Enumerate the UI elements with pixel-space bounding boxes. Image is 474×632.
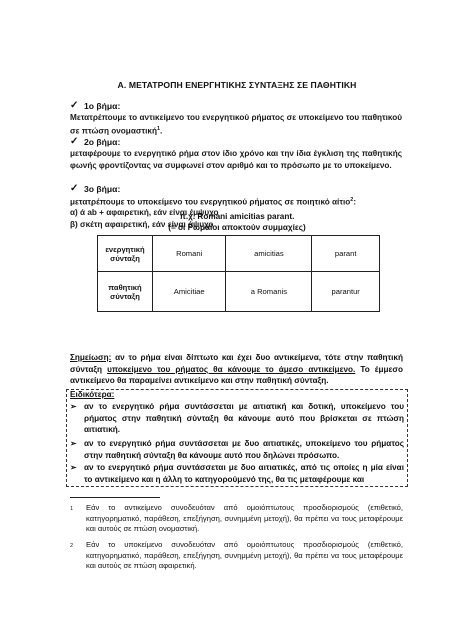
table-row <box>98 236 380 272</box>
step-3-option-b: β) σκέτη αφαιρετική, εάν είναι άψυχο <box>70 220 214 229</box>
list-item-text: αν το ενεργητικό ρήμα συντάσσεται με δυο αιτιατικές, υποκείμενο του ρήματος στην παθητική σύνταξη θα κάνουμε αυτό που δηλώνει πρόσωπο. <box>84 439 404 460</box>
step-1-text <box>70 112 402 137</box>
step-3-label: 3ο βήμα: <box>84 183 121 194</box>
example-translation: (= οι Ρωμαίοι αποκτούν συμμαχίες) <box>168 223 306 232</box>
note-text-1: αν το ρήμα είναι δίπτωτο και έχει δυο αντικείμενα, τότε στην παθητική σύνταξη <box>70 353 403 374</box>
footnote-2 <box>70 540 403 572</box>
footnote-number: 1 <box>70 506 74 512</box>
table-cell: Romani <box>153 236 226 272</box>
table-cell: parant <box>312 236 380 272</box>
note-paragraph <box>70 352 403 387</box>
step-2-label: 2ο βήμα: <box>84 136 121 147</box>
arrow-bullet-icon: ➢ <box>70 402 77 411</box>
period: . <box>160 126 163 136</box>
row-header-active: ενεργητική σύνταξη <box>98 236 153 272</box>
page-title: Α. ΜΕΤΑΤΡΟΠΗ ΕΝΕΡΓΗΤΙΚΗΣ ΣΥΝΤΑΞΗΣ ΣΕ ΠΑΘΗΤΙΚΗ <box>117 80 357 90</box>
checkmark-icon: ✓ <box>70 183 79 194</box>
note-text-2: Το έμμεσο αντικείμενο θα παραμείνει αντικείμενο και στην παθητική σύνταξη. <box>70 364 403 386</box>
table-row <box>98 272 380 312</box>
list-item-text: αν το ενεργητικό ρήμα συντάσσεται με αιτιατική και δοτική, υποκείμενο του ρήματος στην παθητική σύνταξη θα κάνουμε αυτό που βρίσκεται σε πτώση αιτιατική. <box>84 402 404 435</box>
step-3-option-a: α) ά ab + αφαιρετική, εάν είναι έμψυχο <box>70 208 219 217</box>
footnote-1 <box>70 503 403 535</box>
step-1-label: 1ο βήμα: <box>84 100 121 111</box>
footnote-number: 2 <box>70 543 74 549</box>
footnote-ref-1[interactable]: 1 <box>156 125 161 132</box>
step-1-heading <box>70 100 120 111</box>
step-3-text: μετατρέπουμε το υποκείμενο του ενεργητικού ρήματος σε ποιητικό αίτιο$^2$: <box>70 197 357 207</box>
list-item <box>70 462 404 485</box>
step-3-body: μετατρέπουμε το υποκείμενο του ενεργητικού ρήματος σε ποιητικό αίτιο <box>70 197 351 207</box>
footnote-text: Εάν το αντικείμενο συνοδευόταν από ομοιόπτωτους προσδιορισμούς (επιθετικό, κατηγορηματικό, παράθεση, επεξήγηση, συνημμένη μετοχή), θα πρέπει να τους μεταφέρουμε και αυτούς σε πτώση ονομαστική. <box>86 503 403 534</box>
checkmark-icon: ✓ <box>70 100 79 111</box>
checkmark-icon: ✓ <box>70 136 79 147</box>
step-1-body: Μετατρέπουμε το αντικείμενο του ενεργητικού ρήματος σε υποκείμενο του παθητικού σε πτώση ονομαστική <box>70 113 402 136</box>
step-2-heading <box>70 136 120 147</box>
step-2-text: μεταφέρουμε το ενεργητικό ρήμα στον ίδιο χρόνο και την ίδια έγκλιση της παθητικής φωνής φροντίζοντας να συμφωνεί στον αριθμό και το πρόσωπο με το υποκείμενο. <box>70 149 402 170</box>
specifics-title: Ειδικότερα: <box>70 390 115 399</box>
arrow-bullet-icon: ➢ <box>70 463 77 472</box>
footnote-text: Εάν το υποκείμενο συνοδευόταν από ομοιόπτωτους προσδιορισμούς (επιθετικό, κατηγορηματικό, παράθεση, επεξήγηση, συνημμένη μετοχή), θα πρέπει να τους μεταφέρουμε και αυτούς σε πτώση αφαιρετική. <box>86 540 403 571</box>
table-cell: parantur <box>312 272 380 312</box>
list-item-text: αν το ενεργητικό ρήμα συντάσσεται με δυο αιτιατικές, από τις οποίες η μία είναι το αντικείμενο και η άλλη το κατηγορούμενό της, θα τις μεταφέρουμε και <box>84 463 404 484</box>
footnote-divider <box>70 497 160 498</box>
step-3-heading <box>70 183 120 194</box>
note-label: Σημείωση: <box>70 353 112 362</box>
table-cell: Amicitiae <box>153 272 226 312</box>
table-cell: amicitias <box>226 236 312 272</box>
arrow-bullet-icon: ➢ <box>70 439 77 448</box>
example-sentence: π.χ. Romani amicitias parant. <box>179 212 295 221</box>
note-underlined: υποκείμενο του ρήματος θα κάνουμε το άμεσο αντικείμενο. <box>107 364 356 374</box>
footnote-ref-2[interactable]: 2 <box>350 197 354 203</box>
example-table <box>97 235 380 312</box>
list-item <box>70 438 404 461</box>
row-header-passive: παθητική σύνταξη <box>98 272 153 312</box>
list-item <box>70 401 404 436</box>
table-cell: a Romanis <box>226 272 312 312</box>
